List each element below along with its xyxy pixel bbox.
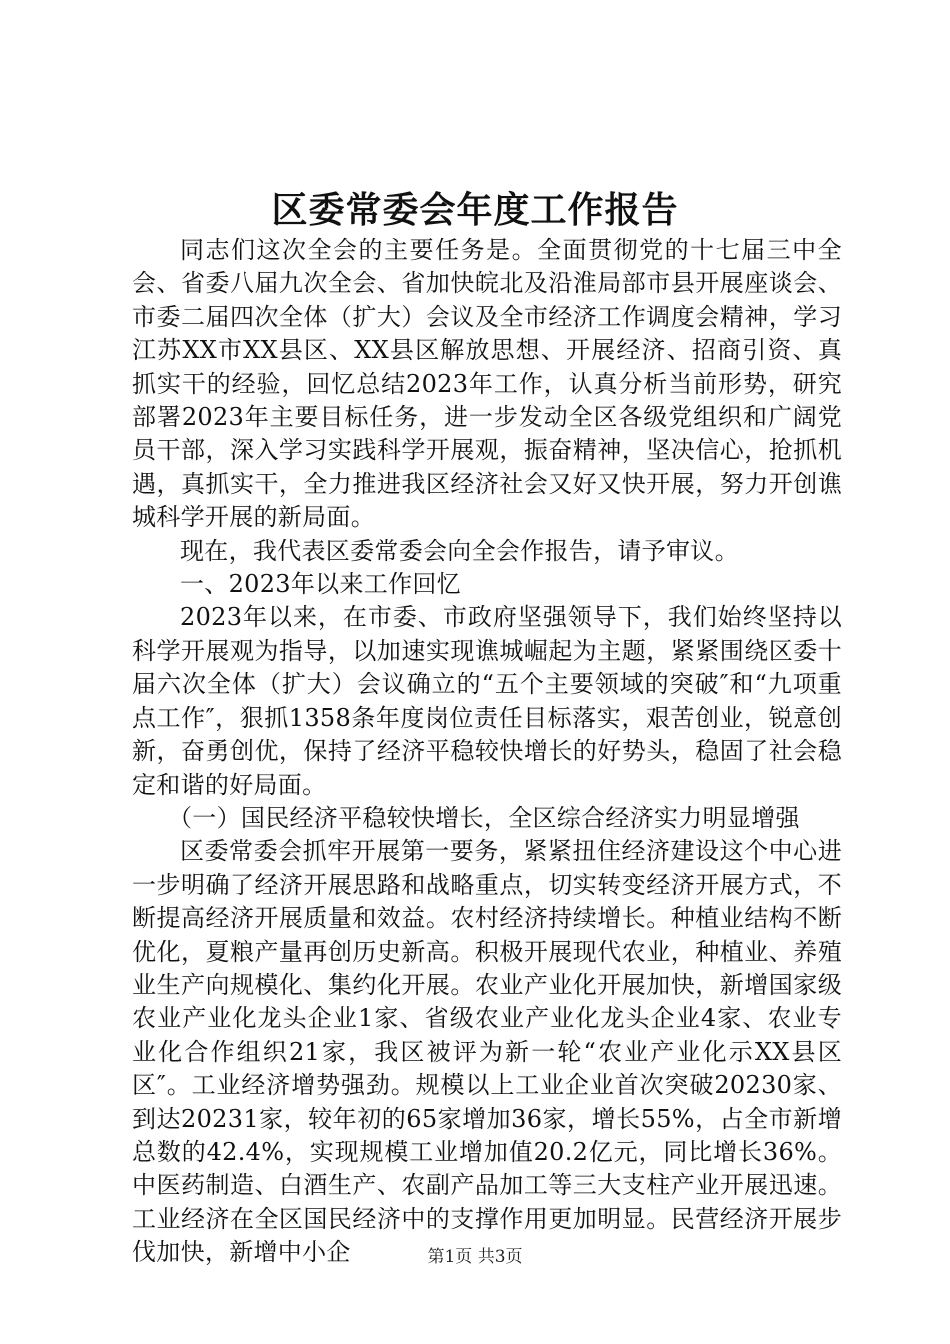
document-title: 区委常委会年度工作报告 bbox=[271, 189, 679, 231]
document-body bbox=[132, 234, 842, 1270]
subsection-heading: （一）国民经济平稳较快增长，全区综合经济实力明显增强 bbox=[168, 803, 800, 832]
section-heading: 一、2023年以来工作回忆 bbox=[180, 570, 461, 599]
paragraph-review: 2023年以来，在市委、市政府坚强领导下，我们始终坚持以科学开展观为指导，以加速实现谯城崛起为主题，紧紧围绕区委十届六次全体（扩大）会议确立的“五个主要领域的突破″和“九项重点工作″，狠抓1358条年度岗位责任目标落实，艰苦创业，锐意创新，奋勇创优，保持了经济平稳较快增长的好势头，稳固了社会稳定和谐的好局面。 bbox=[132, 603, 842, 799]
page-number-footer: 第1页 共3页 bbox=[427, 1247, 523, 1267]
paragraph-intro: 同志们这次全会的主要任务是。全面贯彻党的十七届三中全会、省委八届九次全会、省加快皖北及沿淮局部市县开展座谈会、市委二届四次全体（扩大）会议及全市经济工作调度会精神，学习江苏XX市XX县区、XX县区解放思想、开展经济、招商引资、真抓实干的经验，回忆总结2023年工作，认真分析当前形势，研究部署2023年主要目标任务，进一步发动全区各级党组织和广阔党员干部，深入学习实践科学开展观，振奋精神，坚决信心，抢抓机遇，真抓实干，全力推进我区经济社会又好又快开展，努力开创谯城科学开展的新局面。 bbox=[132, 236, 842, 532]
paragraph-economy: 区委常委会抓牢开展第一要务，紧紧扭住经济建设这个中心进一步明确了经济开展思路和战略重点，切实转变经济开展方式，不断提高经济开展质量和效益。农村经济持续增长。种植业结构不断优化，夏粮产量再创历史新高。积极开展现代农业，种植业、养殖业生产向规模化、集约化开展。农业产业化开展加快，新增国家级农业产业化龙头企业1家、省级农业产业化龙头企业4家、农业专业化合作组织21家，我区被评为新一轮“农业产业化示XX县区区″。工业经济增势强劲。规模以上工业企业首次突破20230家、到达20231家，较年初的65家增加36家，增长55%，占全市新增总数的42.4%，实现规模工业增加值20.2亿元，同比增长36%。中医药制造、白酒生产、农副产品加工等三大支柱产业开展迅速。工业经济在全区国民经济中的支撑作用更加明显。民营经济开展步伐加快，新增中小企 bbox=[132, 837, 842, 1267]
paragraph-report-statement: 现在，我代表区委常委会向全会作报告，请予审议。 bbox=[180, 536, 739, 565]
